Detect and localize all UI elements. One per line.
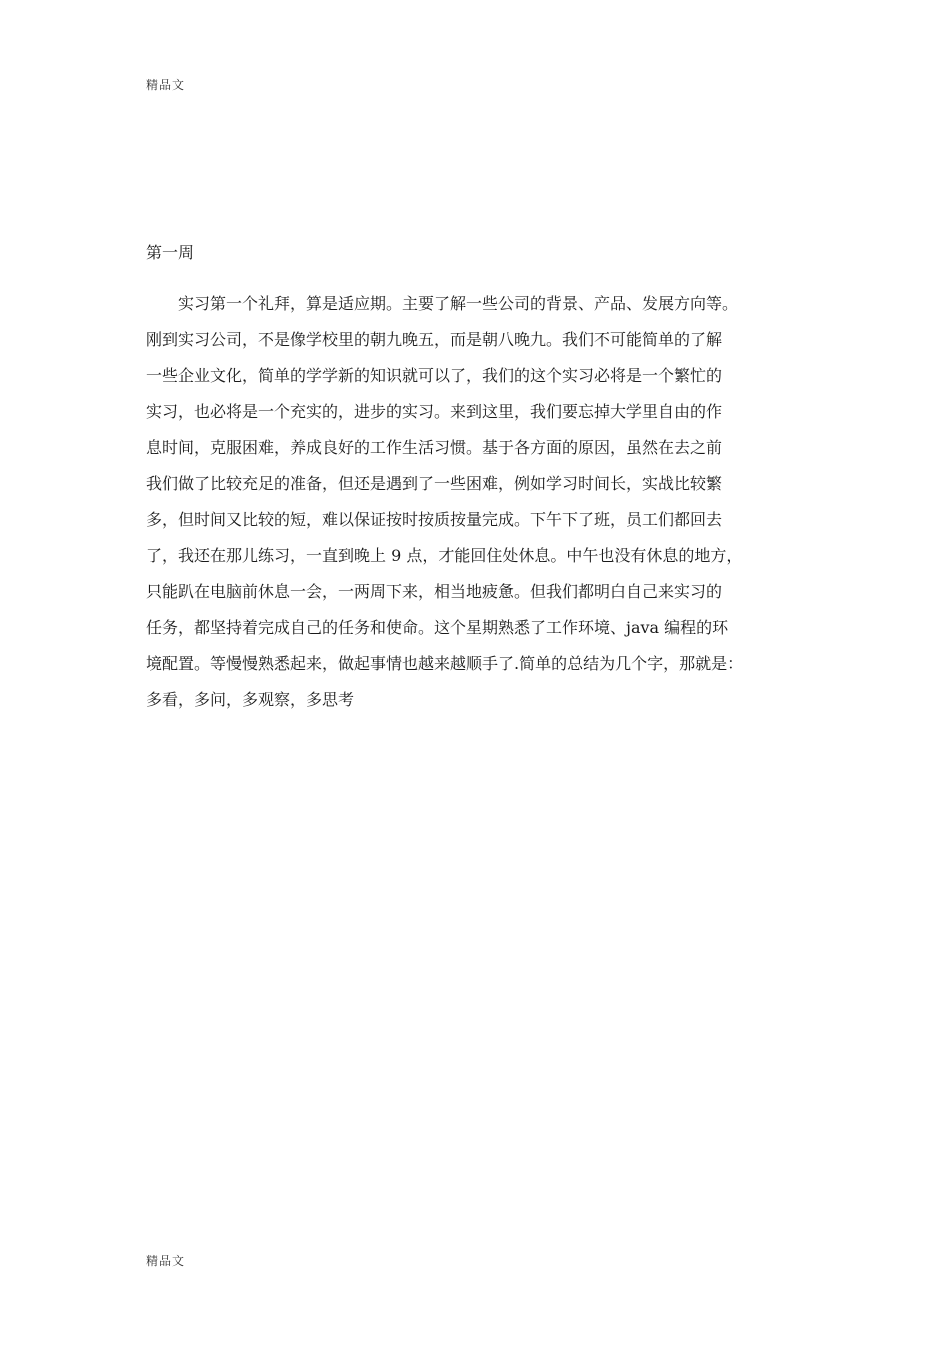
body-line: 实习第一个礼拜，算是适应期。主要了解一些公司的背景、产品、发展方向等。 xyxy=(178,294,739,313)
body-line: 刚到实习公司，不是像学校里的朝九晚五，而是朝八晚九。我们不可能简单的了解 xyxy=(146,330,723,349)
body-line: 我们做了比较充足的准备，但还是遇到了一些困难，例如学习时间长，实战比较繁 xyxy=(146,474,723,493)
body-line: 境配置。等慢慢熟悉起来，做起事情也越来越顺手了.简单的总结为几个字，那就是： xyxy=(146,654,744,673)
body-line: 多，但时间又比较的短，难以保证按时按质按量完成。下午下了班，员工们都回去 xyxy=(146,510,723,529)
body-paragraph xyxy=(146,286,808,718)
page-header: 精品文 xyxy=(146,78,186,92)
body-line: 任务，都坚持着完成自己的任务和使命。这个星期熟悉了工作环境、java 编程的环 xyxy=(146,618,729,637)
section-heading: 第一周 xyxy=(146,243,195,262)
body-line: 了，我还在那儿练习，一直到晚上 9 点，才能回住处休息。中午也没有休息的地方， xyxy=(146,546,743,565)
body-line: 一些企业文化，简单的学学新的知识就可以了，我们的这个实习必将是一个繁忙的 xyxy=(146,366,723,385)
page-footer: 精品文 xyxy=(146,1254,186,1268)
body-line: 息时间，克服困难，养成良好的工作生活习惯。基于各方面的原因，虽然在去之前 xyxy=(146,438,723,457)
body-line: 多看，多问，多观察，多思考 xyxy=(146,690,355,709)
body-line: 只能趴在电脑前休息一会，一两周下来，相当地疲惫。但我们都明白自己来实习的 xyxy=(146,582,723,601)
body-line: 实习，也必将是一个充实的，进步的实习。来到这里，我们要忘掉大学里自由的作 xyxy=(146,402,723,421)
